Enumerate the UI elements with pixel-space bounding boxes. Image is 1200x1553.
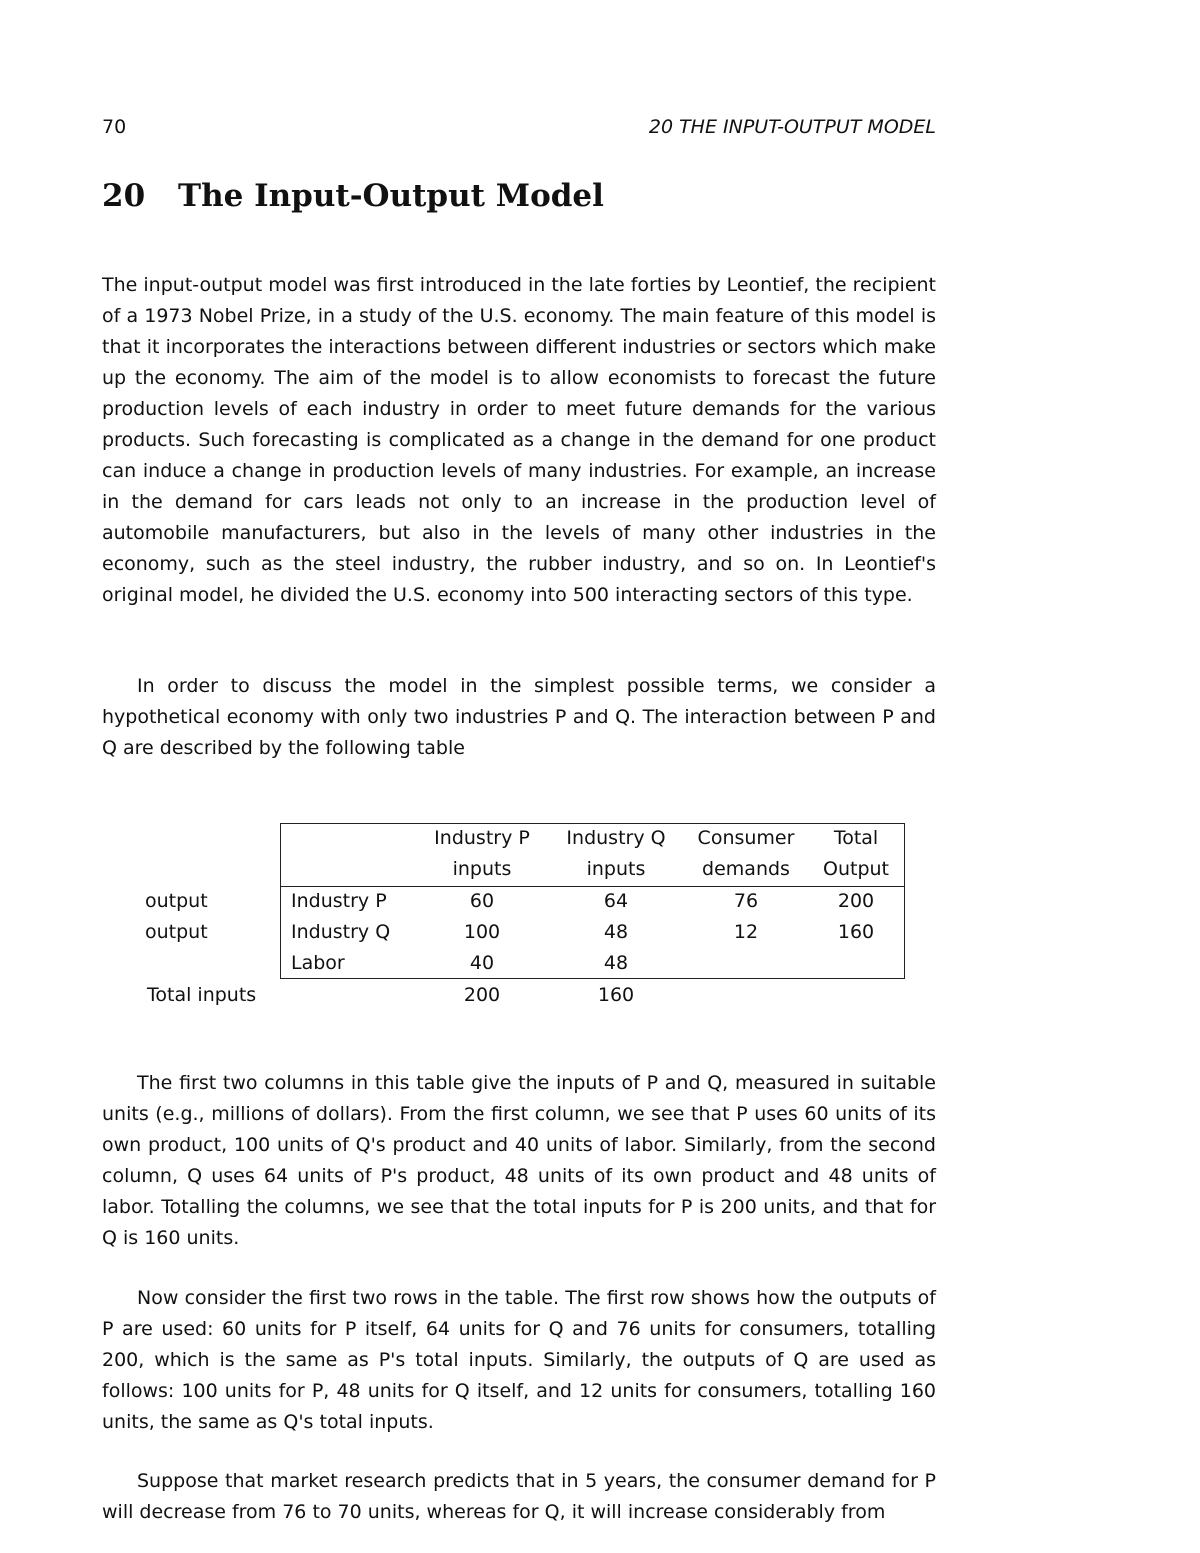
totals-label: Total inputs [147, 984, 257, 1006]
table-cell: 12 [733, 921, 759, 943]
col-header-total-line1: Total [833, 827, 879, 849]
table-cell: 60 [469, 890, 495, 912]
col-header-consumer-line1: Consumer [697, 827, 795, 849]
col-header-q-line2: inputs [586, 858, 646, 880]
row-label: Labor [291, 952, 345, 974]
running-head: 20 THE INPUT-OUTPUT MODEL [648, 116, 936, 138]
table-cell [686, 948, 806, 979]
paragraph-rows: Now consider the first two rows in the table. The first row shows how the outputs of P are used: 60 units for P itself, 64 units for Q and 76 units for consumers, totalling 200, which is the same as P's total inputs. Similarly, the outputs of Q are used as follows: 100 units for P, 48 units for Q itself, and 12 units for consumers, totalling 160 units, the same as Q's total inputs. [102, 1287, 936, 1433]
table-cell: 160 [837, 921, 875, 943]
page-header [102, 116, 936, 144]
row-side-label: output [145, 890, 208, 912]
row-side-label [145, 948, 265, 979]
paragraph-forecast: Suppose that market research predicts that in 5 years, the consumer demand for P will decrease from 76 to 70 units, whereas for Q, it will increase considerably from [102, 1470, 936, 1523]
section-title-text: The Input-Output Model [178, 178, 604, 214]
paragraph-intro: The input-output model was first introduced in the late forties by Leontief, the recipient of a 1973 Nobel Prize, in a study of the U.S. economy. The main feature of this model is that it incorporates the interactions between different industries or sectors which make up the economy. The aim of the model is to allow economists to forecast the future production levels of each industry in order to meet future demands for the various products. Such forecasting is complicated as a change in the demand for one product can induce a change in production levels of many industries. For example, an increase in the demand for cars leads not only to an increase in the production level of automobile manufacturers, but also in the levels of many other industries in the economy, such as the steel industry, the rubber industry, and so on. In Leontief's original model, he divided the U.S. economy into 500 interacting sectors of this type. [102, 274, 936, 606]
col-header-q-line1: Industry Q [566, 827, 666, 849]
table-cell: 64 [603, 890, 629, 912]
input-output-table [0, 823, 1200, 1018]
section-title [102, 178, 604, 214]
paragraph-columns: The first two columns in this table give the inputs of P and Q, measured in suitable units (e.g., millions of dollars). From the first column, we see that P uses 60 units of its own product, 100 units of Q's product and 40 units of labor. Similarly, from the second column, Q uses 64 units of P's product, 48 units of its own product and 48 units of labor. Totalling the columns, we see that the total inputs for P is 200 units, and that for Q is 160 units. [102, 1072, 936, 1249]
table-cell: 48 [603, 952, 629, 974]
col-header-total-line2: Output [823, 858, 889, 880]
table-cell: 76 [733, 890, 759, 912]
section-number: 20 [102, 178, 146, 214]
col-header-p-line2: inputs [452, 858, 512, 880]
table-cell: 40 [469, 952, 495, 974]
row-label: Industry Q [291, 921, 391, 943]
row-side-label: output [145, 921, 208, 943]
row-label: Industry P [291, 890, 387, 912]
col-header-p-line1: Industry P [434, 827, 530, 849]
totals-cell: 160 [597, 984, 635, 1006]
totals-cell: 200 [463, 984, 501, 1006]
paragraph-hypothetical: In order to discuss the model in the simplest possible terms, we consider a hypothetical economy with only two industries P and Q. The interaction between P and Q are described by the following table [102, 675, 936, 759]
table-cell: 48 [603, 921, 629, 943]
col-header-consumer-line2: demands [702, 858, 790, 880]
table-cell: 100 [463, 921, 501, 943]
table-cell [810, 948, 902, 979]
page-number: 70 [102, 116, 127, 138]
table-cell: 200 [837, 890, 875, 912]
